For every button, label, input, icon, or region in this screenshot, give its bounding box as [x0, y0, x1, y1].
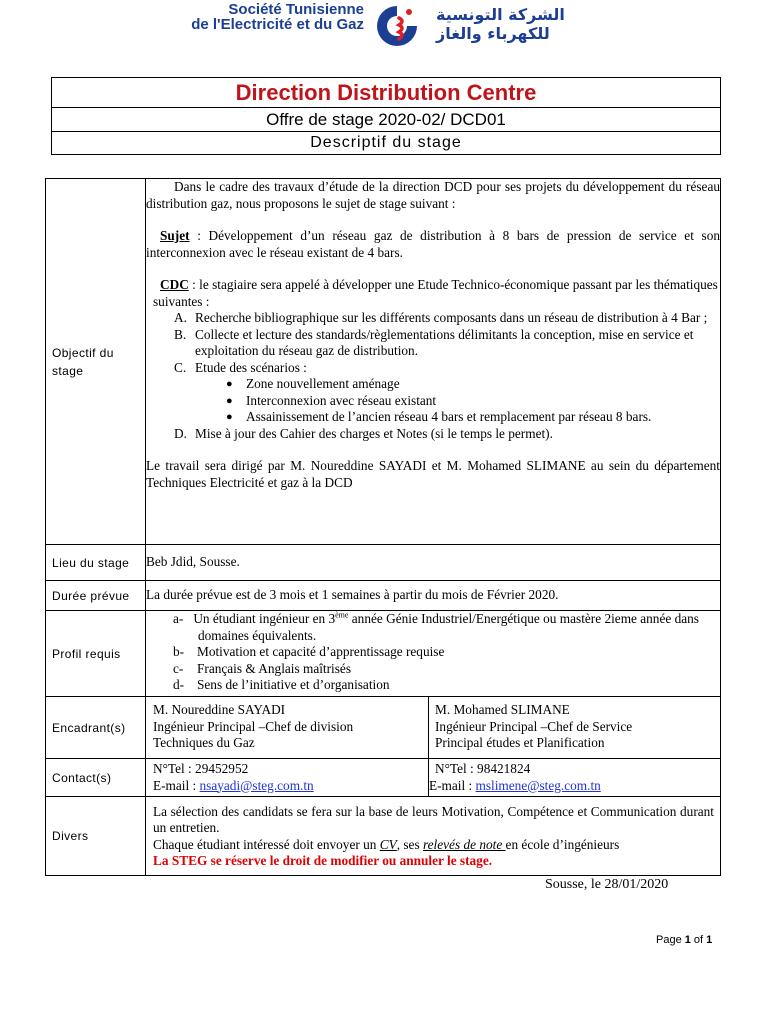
logo-fr-line1: Société Tunisienne [228, 1, 364, 18]
sujet-text: : Développement d’un réseau gaz de distribution à 8 bars de pression de service et son interconnexion avec le réseau existant de 4 bars. [146, 228, 720, 260]
list-item: B. Collecte et lecture des standards/règlementations délimitants la conception, mise en service et exploitation du réseau gaz de distribution. [174, 326, 694, 358]
cdc-list [146, 310, 720, 376]
email-link-slimane[interactable]: mslimene@steg.com.tn [475, 777, 601, 793]
logo-arabic-name [436, 5, 618, 43]
offer-reference: Offre de stage 2020-02/ DCD01 [52, 107, 720, 131]
email-link-sayadi[interactable]: nsayadi@steg.com.tn [199, 777, 314, 793]
steg-emblem-icon [373, 2, 421, 50]
encadrants-label: Encadrant(s) [46, 697, 146, 759]
contact-right: N°Tel : 98421824 E-mail : mslimene@steg.com.tn [429, 759, 721, 797]
list-item: c- Français & Anglais maîtrisés [173, 660, 351, 676]
steg-logo [168, 2, 618, 52]
encadrant-right: M. Mohamed SLIMANE Ingénieur Principal –Chef de Service Principal études et Planification [429, 697, 721, 759]
duree-label: Durée prévue [46, 581, 146, 611]
contacts-label: Contact(s) [46, 759, 146, 797]
list-item: ● Interconnexion avec réseau existant [226, 392, 437, 408]
objectif-intro: Dans le cadre des travaux d’étude de la direction DCD pour ses projets du développement du réseau distribution gaz, nous proposons le sujet de stage suivant : [146, 179, 720, 211]
divers-documents: Chaque étudiant intéressé doit envoyer un CV, ses relevés de note en école d’ingénieurs [153, 836, 620, 852]
page-number: Page 1 of 1 [656, 934, 713, 946]
description-subtitle: Descriptif du stage [52, 131, 720, 154]
list-item: C. Etude des scénarios : [174, 359, 307, 375]
list-item: a- Un étudiant ingénieur en 3ème année Génie Industriel/Energétique ou mastère 2ieme année dans domaines équivalents. [173, 610, 699, 643]
profil-label: Profil requis [46, 611, 146, 697]
list-item: b- Motivation et capacité d’apprentissage requise [173, 644, 445, 659]
row-objectif [46, 179, 721, 545]
logo-ar-line2: للكهرباء والغاز [436, 24, 550, 43]
row-divers [46, 797, 721, 876]
divers-warning: La STEG se réserve le droit de modifier ou annuler le stage. [153, 853, 493, 868]
profil-content [146, 611, 721, 697]
profil-list [153, 611, 714, 694]
direction-title: Direction Distribution Centre [235, 80, 537, 105]
duree-value: La durée prévue est de 3 mois et 1 semaines à partir du mois de Février 2020. [146, 581, 721, 611]
contact-left: N°Tel : 29452952 E-mail : nsayadi@steg.com.tn [146, 759, 429, 797]
list-item: d- Sens de l’initiative et d’organisation [173, 677, 390, 692]
cdc-text: : le stagiaire sera appelé à développer une Etude Technico-économique passant par les thématiques suivantes : [153, 277, 718, 309]
encadrant-left: M. Noureddine SAYADI Ingénieur Principal –Chef de division Techniques du Gaz [146, 697, 429, 759]
divers-selection: La sélection des candidats se fera sur la base de leurs Motivation, Compétence et Communication durant un entretien. [153, 803, 714, 835]
divers-label: Divers [46, 797, 146, 876]
logo-fr-line2: de l'Electricité et du Gaz [191, 16, 364, 33]
cdc-label: CDC [160, 277, 189, 292]
objectif-closing: Le travail sera dirigé par M. Noureddine SAYADI et M. Mohamed SLIMANE au sein du département Techniques Electricité et gaz à la DCD [146, 458, 720, 490]
row-contacts [46, 759, 721, 797]
logo-ar-line1: الشركة التونسية [436, 5, 565, 24]
document-date: Sousse, le 28/01/2020 [545, 877, 669, 892]
list-item: ● Assainissement de l’ancien réseau 4 bars et remplacement par réseau 8 bars. [226, 409, 652, 424]
row-profil [46, 611, 721, 697]
objectif-label: Objectif du stage [46, 179, 146, 545]
list-item: D. Mise à jour des Cahier des charges et Notes (si le temps le permet). [174, 425, 553, 441]
list-item: ● Zone nouvellement aménage [226, 376, 400, 391]
lieu-label: Lieu du stage [46, 545, 146, 581]
scenario-list [146, 376, 720, 426]
lieu-value: Beb Jdid, Sousse. [146, 545, 721, 581]
row-duree [46, 581, 721, 611]
sujet-label: Sujet [160, 228, 190, 243]
list-item: A. Recherche bibliographique sur les différents composants dans un réseau de distribution à 4 Bar ; [174, 310, 708, 325]
row-encadrants [46, 697, 721, 759]
title-box [51, 77, 721, 155]
internship-table [45, 178, 721, 876]
divers-content [146, 797, 721, 876]
objectif-content [146, 179, 721, 545]
logo-french-name [168, 2, 364, 32]
row-lieu [46, 545, 721, 581]
